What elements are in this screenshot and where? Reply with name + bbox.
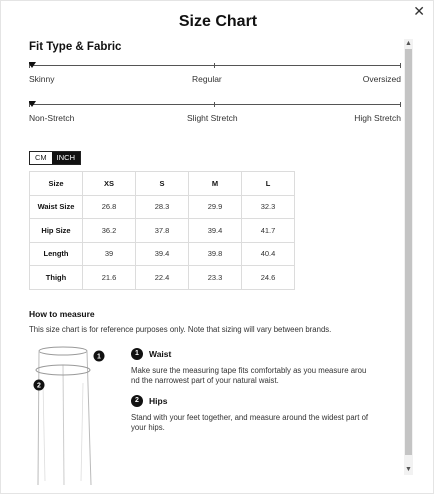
- table-header-cell: L: [242, 172, 295, 196]
- scroll-thumb[interactable]: [405, 49, 412, 455]
- trousers-illustration: [33, 343, 105, 485]
- unit-toggle: [29, 151, 81, 165]
- table-cell: 41.7: [242, 219, 295, 243]
- table-cell: 24.6: [242, 266, 295, 290]
- measure-description-line: Stand with your feet together, and measure around the widest part of: [131, 413, 369, 422]
- measure-description-line: your hips.: [131, 423, 165, 432]
- unit-cm-button[interactable]: CM: [35, 153, 47, 162]
- fit-type-marker[interactable]: [29, 62, 36, 68]
- measure-item-waist: [131, 348, 383, 386]
- table-row: [30, 266, 295, 290]
- size-table: [29, 171, 295, 290]
- measure-description-line: nd the narrowest part of your natural waist.: [131, 376, 279, 385]
- table-header-row: [30, 172, 295, 196]
- fit-type-label-regular: Regular: [192, 74, 222, 84]
- stretch-slider[interactable]: [29, 102, 401, 132]
- marker-1-icon: [94, 351, 105, 362]
- measure-name: Waist: [149, 349, 172, 359]
- stretch-track: [29, 104, 401, 105]
- measure-number-icon: 2: [131, 395, 143, 407]
- fit-type-label-skinny: Skinny: [29, 74, 55, 84]
- fit-type-tick: [214, 63, 215, 68]
- table-cell: 23.3: [189, 266, 242, 290]
- table-cell: 36.2: [83, 219, 136, 243]
- table-cell: 29.9: [189, 195, 242, 219]
- close-icon[interactable]: ✕: [413, 3, 425, 19]
- table-cell: 22.4: [136, 266, 189, 290]
- table-header-cell: XS: [83, 172, 136, 196]
- fit-type-slider[interactable]: [29, 63, 401, 93]
- how-to-measure-note: This size chart is for reference purposes only. Note that sizing will vary between brands.: [29, 325, 332, 334]
- scroll-up-icon[interactable]: ▲: [405, 40, 412, 47]
- table-cell: 28.3: [136, 195, 189, 219]
- table-cell: 39.8: [189, 242, 242, 266]
- stretch-label-slight: Slight Stretch: [187, 113, 238, 123]
- table-header-cell: S: [136, 172, 189, 196]
- scroll-down-icon[interactable]: ▼: [405, 466, 412, 473]
- stretch-tick: [214, 102, 215, 107]
- table-cell: 40.4: [242, 242, 295, 266]
- table-cell: 21.6: [83, 266, 136, 290]
- table-row: [30, 195, 295, 219]
- measure-description: [131, 413, 383, 433]
- measure-item-hips: [131, 395, 383, 433]
- table-cell: 39.4: [136, 242, 189, 266]
- table-cell: 39: [83, 242, 136, 266]
- dialog-content: [29, 37, 401, 485]
- table-row: [30, 242, 295, 266]
- fit-type-tick: [400, 63, 401, 68]
- stretch-label-high: High Stretch: [354, 113, 401, 123]
- stretch-tick: [400, 102, 401, 107]
- table-cell: 26.8: [83, 195, 136, 219]
- fit-section-title: Fit Type & Fabric: [29, 41, 122, 53]
- stretch-label-non: Non-Stretch: [29, 113, 75, 123]
- trousers-drawing: [33, 343, 105, 485]
- unit-inch-button[interactable]: INCH: [52, 152, 80, 164]
- fit-type-label-oversized: Oversized: [362, 74, 401, 84]
- measure-description-line: Make sure the measuring tape fits comfortably as you measure arou: [131, 366, 367, 375]
- table-row-label: Hip Size: [30, 219, 83, 243]
- how-to-measure-title: How to measure: [29, 309, 95, 319]
- scrollbar[interactable]: [404, 39, 413, 475]
- table-row-label: Length: [30, 242, 83, 266]
- table-cell: 32.3: [242, 195, 295, 219]
- table-row-label: Thigh: [30, 266, 83, 290]
- table-row: [30, 219, 295, 243]
- measure-description: [131, 366, 383, 386]
- table-header-cell: Size: [30, 172, 83, 196]
- marker-2-icon: [34, 380, 45, 391]
- table-header-cell: M: [189, 172, 242, 196]
- table-row-label: Waist Size: [30, 195, 83, 219]
- fit-type-track: [29, 65, 401, 66]
- marker-1-text: 1: [97, 353, 101, 361]
- table-cell: 39.4: [189, 219, 242, 243]
- table-cell: 37.8: [136, 219, 189, 243]
- stretch-marker[interactable]: [29, 101, 36, 107]
- dialog-title: Size Chart: [178, 13, 258, 30]
- marker-2-text: 2: [37, 382, 41, 390]
- measure-number-icon: 1: [131, 348, 143, 360]
- measure-name: Hips: [149, 396, 168, 406]
